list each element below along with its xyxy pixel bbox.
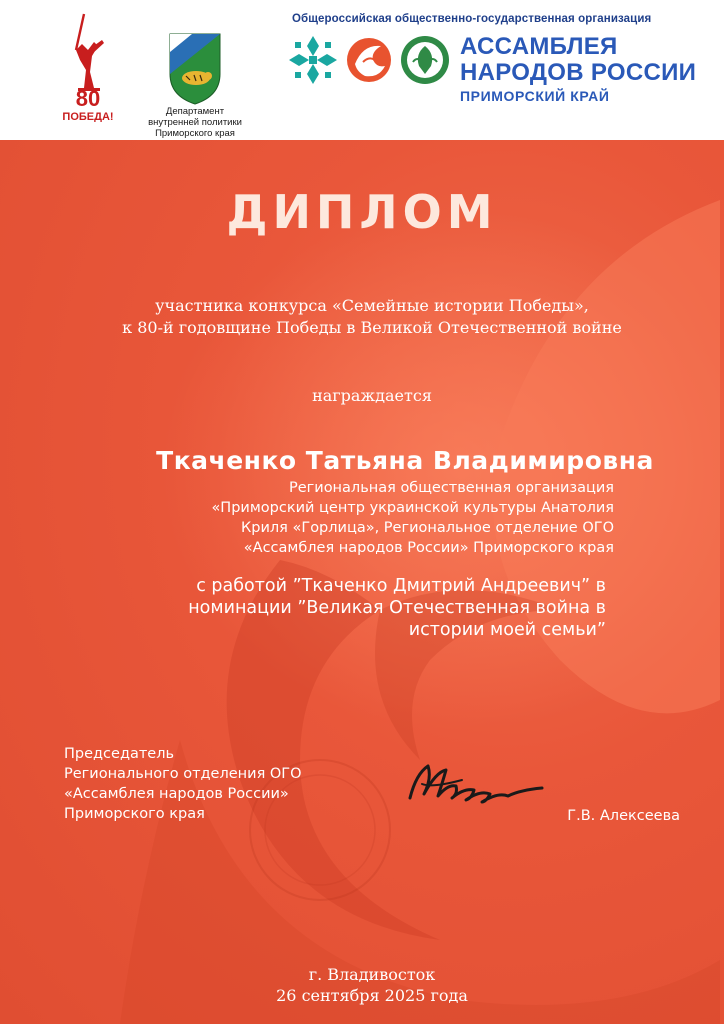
organization-line-4: «Ассамблея народов России» Приморского края: [243, 540, 614, 556]
assembly-name-line2: НАРОДОВ РОССИИ: [460, 59, 697, 86]
work-line-1: с работой ”Ткаченко Дмитрий Андреевич” в: [196, 576, 606, 596]
awarded-label: награждается: [312, 386, 432, 405]
svg-text:ПОБЕДА!: ПОБЕДА!: [62, 111, 114, 122]
position-line-2: Регионального отделения ОГО: [64, 766, 302, 782]
leaf-ornament-icon: [401, 36, 449, 84]
work-line-2: номинации ”Великая Отечественная война в: [188, 598, 606, 618]
primorye-coat-of-arms-icon: [140, 30, 250, 106]
phoenix-icon: [347, 38, 391, 82]
subtitle-line-1: участника конкурса «Семейные истории Победы»,: [155, 296, 589, 315]
organization-line-1: Региональная общественная организация: [288, 480, 614, 496]
organization-line-2: «Приморский центр украинской культуры Анатолия: [211, 500, 614, 516]
diploma-title: ДИПЛОМ: [226, 185, 498, 239]
position-line-4: Приморского края: [64, 806, 205, 822]
date: 26 сентября 2025 года: [276, 986, 468, 1005]
assembly-name-line1: АССАМБЛЕЯ: [460, 33, 618, 60]
assembly-region: ПРИМОРСКИЙ КРАЙ: [460, 88, 610, 104]
department-title: Департамент внутренней политики Приморского края: [148, 106, 242, 139]
header: [0, 0, 724, 140]
recipient-name: Ткаченко Татьяна Владимировна: [156, 446, 654, 475]
position-line-3: «Ассамблея народов России»: [64, 786, 289, 802]
signer-name: Г.В. Алексеева: [567, 808, 680, 824]
city: г. Владивосток: [308, 965, 436, 984]
work-line-3: истории моей семьи”: [408, 620, 606, 640]
motherland-statue-icon: [54, 10, 126, 122]
assembly-emblems: [285, 32, 455, 88]
svg-text:80: 80: [75, 86, 101, 111]
assembly-caption: Общероссийская общественно-государственная организация: [292, 13, 652, 25]
organization-line-3: Криля «Горлица», Региональное отделение ОГО: [240, 520, 614, 536]
assembly-name: [460, 34, 696, 106]
victory-80-logo: [54, 10, 126, 122]
position-line-1: Председатель: [64, 746, 175, 762]
department-logo: [140, 30, 250, 139]
subtitle-line-2: к 80-й годовщине Победы в Великой Отечественной войне: [122, 318, 622, 337]
ornament-icon: [289, 36, 337, 84]
handwritten-signature: [402, 754, 548, 814]
